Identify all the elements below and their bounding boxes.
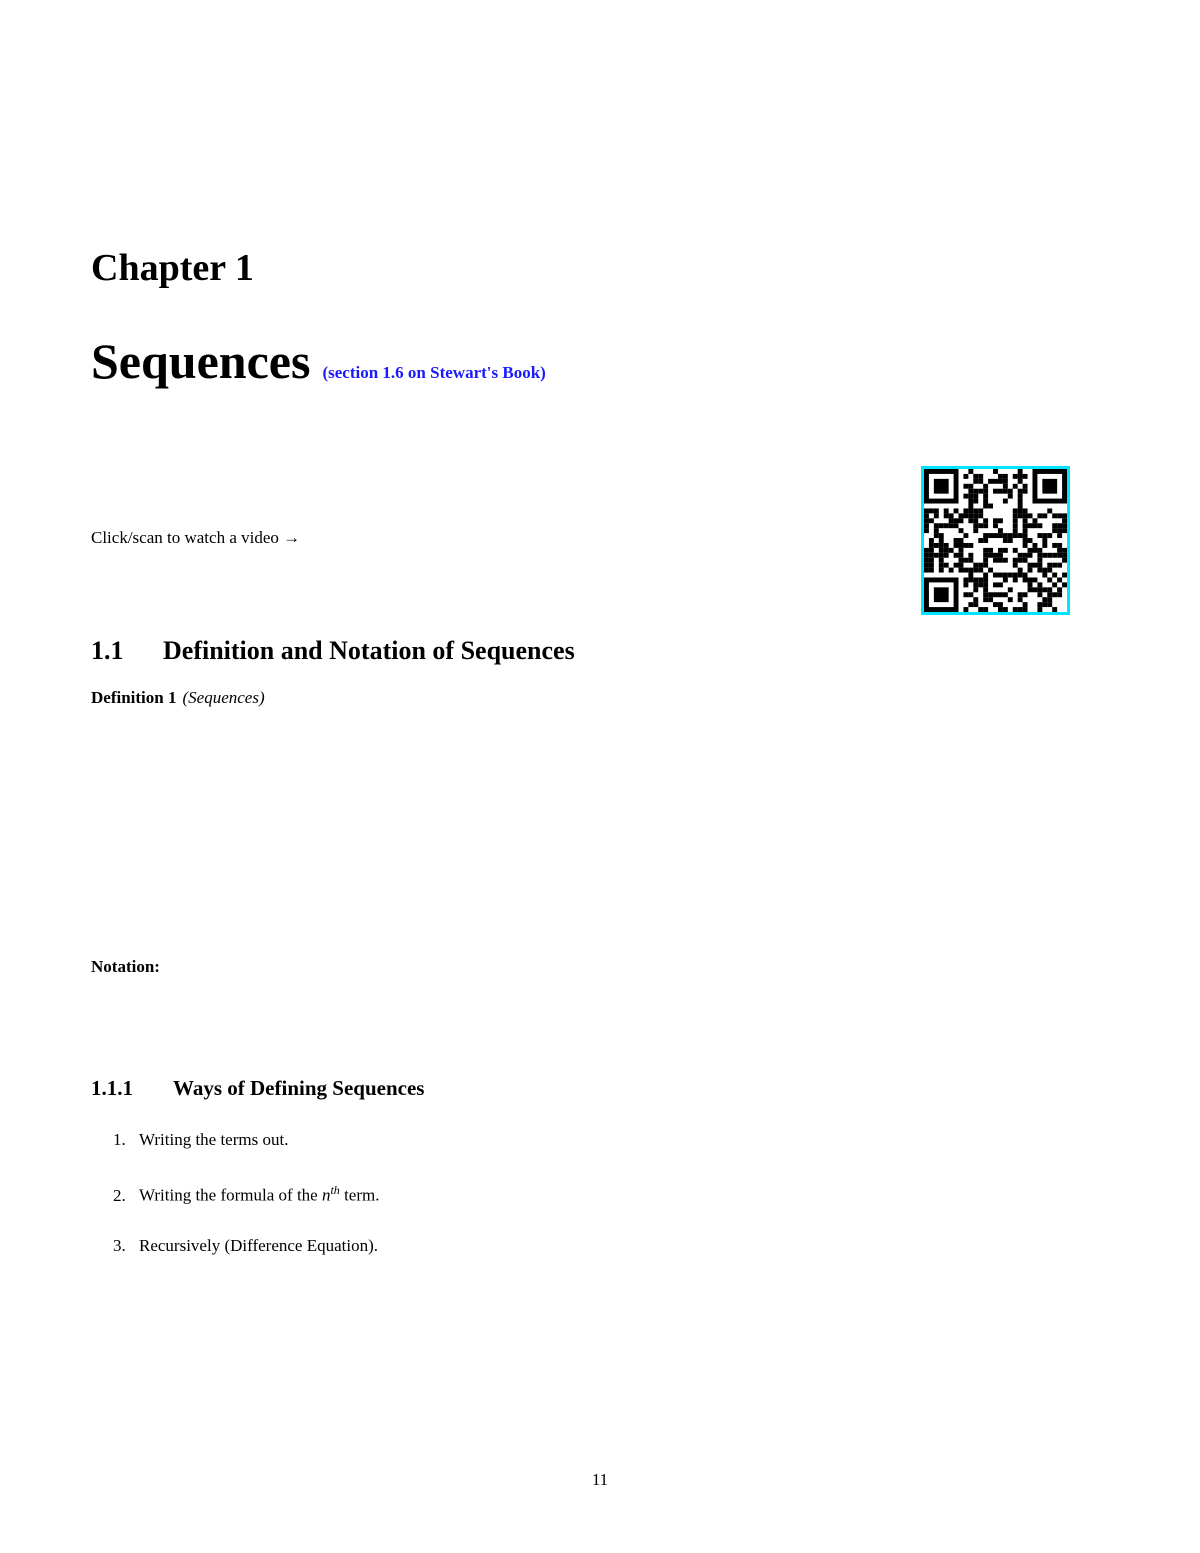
- notation-label: Notation:: [91, 957, 160, 976]
- list-item-text: Writing the terms out.: [139, 1130, 289, 1149]
- list-item-text-after: term.: [339, 1185, 380, 1205]
- list-item: [113, 1130, 379, 1183]
- video-qr-code[interactable]: [921, 466, 1070, 615]
- math-superscript: th: [330, 1183, 340, 1197]
- definition-name: (Sequences): [182, 688, 265, 707]
- subsection-heading: [91, 1076, 424, 1101]
- subsection-title: Ways of Defining Sequences: [173, 1076, 425, 1100]
- list-item-text-before: Writing the formula of the: [139, 1185, 322, 1205]
- subsection-number: 1.1.1: [91, 1076, 133, 1100]
- definition-block: [91, 688, 265, 708]
- list-item: [113, 1183, 379, 1236]
- section-title: Definition and Notation of Sequences: [163, 636, 575, 665]
- qr-code-icon: [924, 469, 1067, 612]
- list-marker: 2.: [113, 1185, 126, 1205]
- page-number: 11: [591, 1470, 609, 1489]
- list-marker: 3.: [113, 1236, 126, 1255]
- list-item: [113, 1236, 379, 1289]
- chapter-title: Sequences: [91, 333, 311, 389]
- chapter-title-row: [91, 332, 546, 390]
- chapter-label: Chapter 1: [91, 247, 254, 289]
- list-item-text: Recursively (Difference Equation).: [139, 1236, 379, 1255]
- math-variable-n: n: [321, 1185, 331, 1205]
- ways-list: [113, 1130, 379, 1289]
- list-marker: 1.: [113, 1130, 126, 1149]
- video-prompt: Click/scan to watch a video →: [91, 528, 301, 547]
- definition-label: Definition 1: [91, 688, 177, 707]
- stewart-book-reference-link[interactable]: (section 1.6 on Stewart's Book): [322, 363, 546, 382]
- section-number: 1.1: [91, 636, 124, 665]
- section-heading: [91, 636, 575, 666]
